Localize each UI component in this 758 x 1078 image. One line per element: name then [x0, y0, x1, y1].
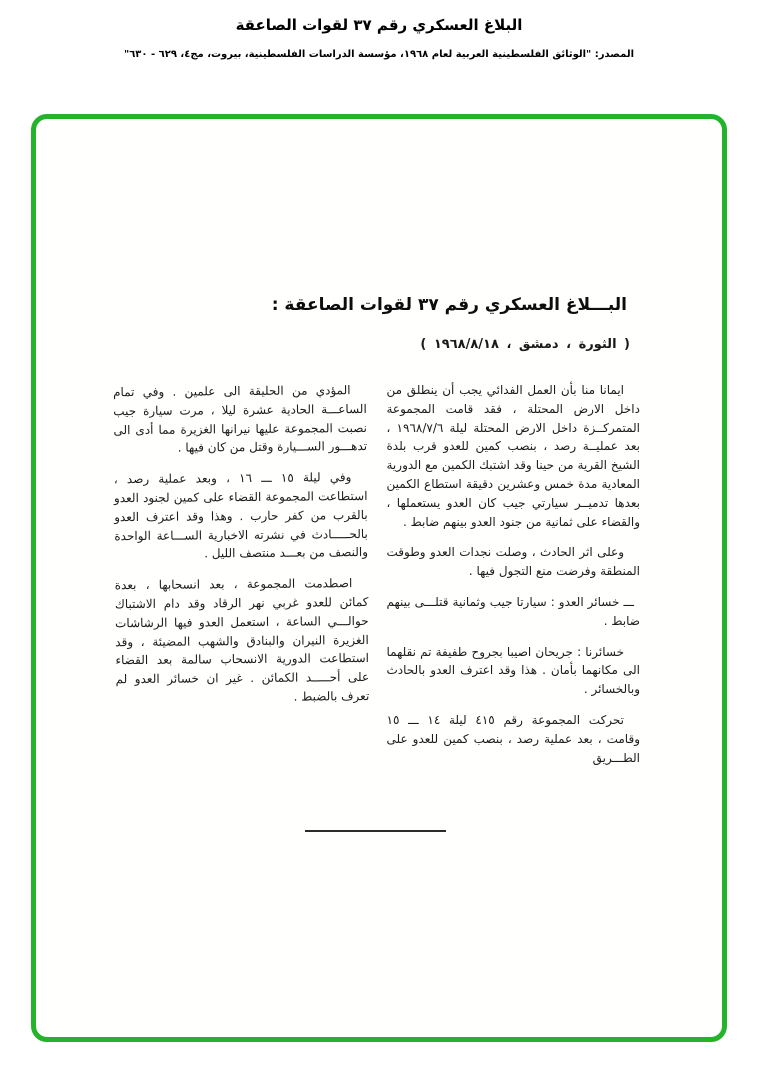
paragraph: تحركت المجموعة رقم ٤١٥ ليلة ١٤ ـــ ١٥ وقامت ، بعد عملية رصد ، بنصب كمين للعدو على الطـــريق — [386, 712, 640, 765]
text-columns — [113, 381, 640, 779]
paragraph: ـــ خسائر العدو : سيارتا جيب وثمانية قتلـــى بينهم ضابط . — [386, 594, 640, 628]
communique-title: البـــلاغ العسكري رقم ٣٧ لقوات الصاعقة : — [271, 295, 627, 315]
communique-dateline: ( الثورة ، دمشق ، ١٩٦٨/٨/١٨ ) — [420, 337, 630, 352]
paragraph: خسائرنا : جريحان اصيبا بجروح طفيفة تم نقلهما الى مكانهما بأمان . هذا وقد اعترف العدو بالحادث وبالخسائر . — [386, 644, 640, 697]
page-header — [0, 16, 758, 60]
paragraph: المؤدي من الحليقة الى علمين . وفي تمام الساعـــة الحادية عشرة ليلا ، مرت سيارة جيب نصبت المجموعة عليها نيرانها الغزيرة مما أدى الى تدهـــور الســـيارة وقتل من كان فيها . — [113, 383, 368, 456]
page-header-source: المصدر: "الوثائق الفلسطينية العربية لعام ١٩٦٨، مؤسسة الدراسات الفلسطينية، بيروت، مج٤، ٦٢٩ - ٦٣٠" — [123, 49, 635, 60]
footnote-separator-line — [305, 830, 446, 832]
page-header-title: البلاغ العسكري رقم ٣٧ لقوات الصاعقة — [235, 16, 523, 34]
scanned-page — [36, 119, 722, 1037]
left-column — [113, 381, 370, 782]
paragraph: وفي ليلة ١٥ ـــ ١٦ ، وبعد عملية رصد ، استطاعت المجموعة القضاء على كمين لجنود العدو بالقرب من كفر حارب . وهذا وقد اعترف العدو بالحـــــادث في نشرته الاخبارية الســـاعة الواحدة والنصف من بعـــد منتصف الليل . — [113, 470, 369, 561]
paragraph: اصطدمت المجموعة ، بعد انسحابها ، بعدة كمائن للعدو غربي نهر الرقاد وقد دام الاشتباك حوالـــي الساعة ، استعمل العدو فيها الرشاشات الغزيرة النيران والبنادق والشهب المضيئة ، وقد استطاعت الدورية الانسحاب سالمة بعد القضاء على أحـــــد الكمائن . غير ان خسائر العدو لم تعرف بالضبط . — [114, 576, 370, 704]
right-column — [387, 381, 641, 779]
green-border-frame — [31, 114, 727, 1042]
paragraph: وعلى اثر الحادث ، وصلت نجدات العدو وطوقت المنطقة وفرضت منع التجول فيها . — [386, 545, 640, 579]
paragraph: ايمانا منا بأن العمل الفدائي يجب أن ينطلق من داخل الارض المحتلة ، فقد قامت المجموعة المتمركــزة داخل الارض المحتلة ليلة ١٩٦٨/٧/٦ ، بعد عمليــة رصد ، بنصب كمين للعدو قرب بلدة الشيخ القرية من حينا وقد اشتبك الكمين مع الدورية المعادية مدة خمس وعشرين دقيقة استطاع الكمين بعدها تدميــر سيارتي جيب كان العدو يستعملها ، والقضاء على ثمانية من جنود العدو بينهم ضابط . — [386, 383, 640, 529]
